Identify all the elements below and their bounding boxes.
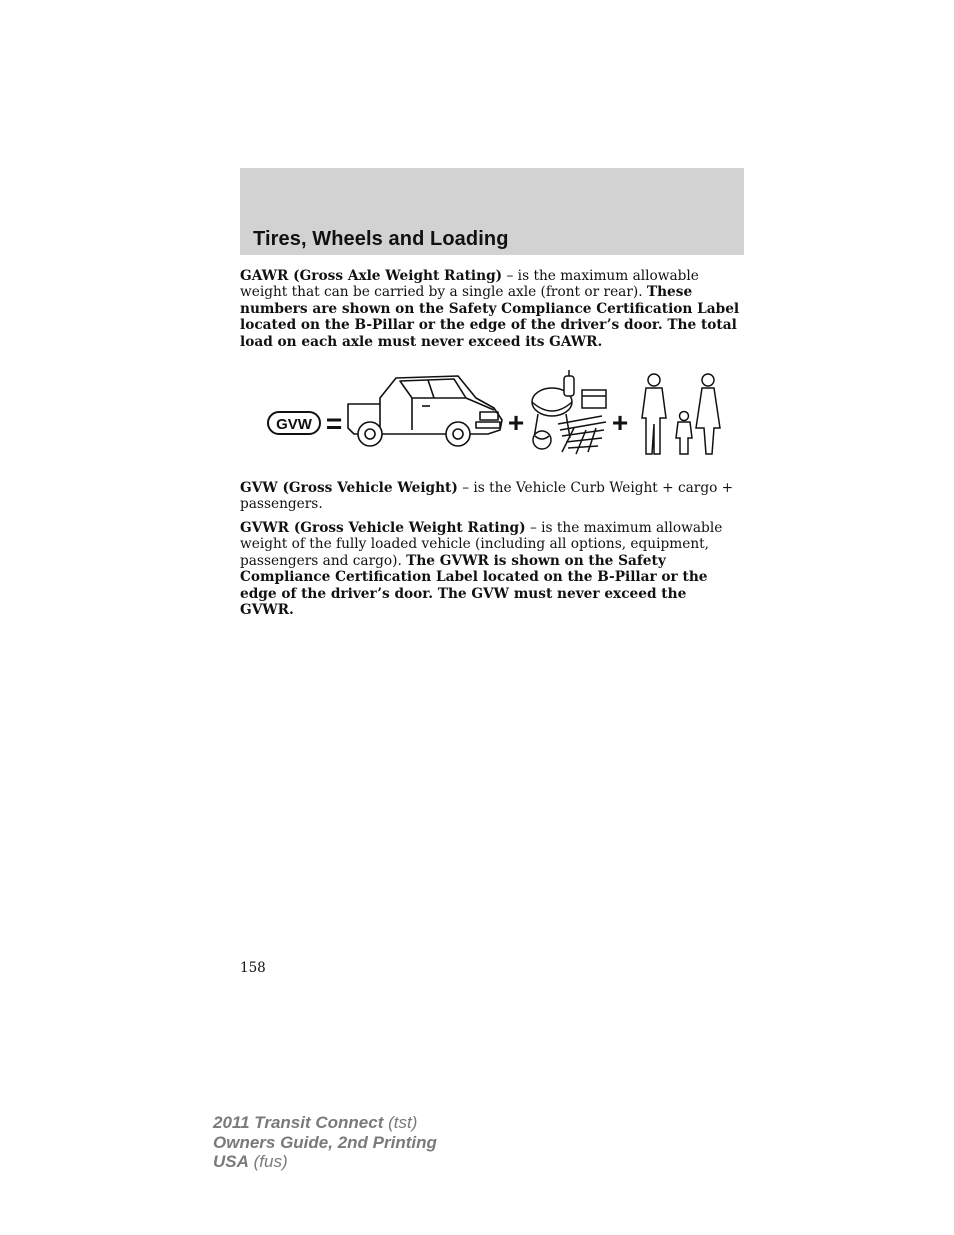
gawr-bold-text: These numbers are shown on the Safety Compliance Certification Label located on the B-Pillar or the edge of the driver’s door. The total load on each axle must never exceed its GAWR.: [240, 284, 740, 350]
footer-region: USA: [213, 1152, 249, 1171]
gvwr-text: – is the maximum allowable weight of the fully loaded vehicle (including all options, equipment, passengers and cargo).: [240, 520, 723, 569]
plus-sign-2: +: [611, 407, 629, 438]
passengers-icon: [642, 374, 720, 454]
section-title: Tires, Wheels and Loading: [253, 228, 509, 250]
gvw-badge: [268, 412, 320, 434]
footer-edition: Owners Guide, 2nd Printing: [213, 1132, 437, 1152]
page-number: 158: [240, 960, 266, 976]
gvwr-term: GVWR (Gross Vehicle Weight Rating): [240, 520, 526, 536]
gvw-badge-label: GVW: [276, 416, 312, 433]
plus-sign-1: +: [507, 407, 525, 438]
gawr-text: – is the maximum allowable weight that can be carried by a single axle (front or rear).: [240, 268, 699, 301]
gvw-text: – is the Vehicle Curb Weight + cargo + passengers.: [240, 480, 734, 513]
document-footer: [213, 1113, 437, 1172]
footer-region-code: (fus): [248, 1152, 288, 1171]
gvwr-paragraph: [240, 520, 744, 618]
gvwr-bold-text: The GVWR is shown on the Safety Compliance Certification Label located on the B-Pillar or the edge of the driver’s door. The GVW must never exceed the GVWR.: [240, 552, 708, 619]
gawr-term: GAWR (Gross Axle Weight Rating): [240, 268, 503, 284]
gvw-paragraph: [240, 480, 744, 513]
gvw-illustration: [262, 368, 722, 460]
footer-model-code: (tst): [383, 1113, 418, 1132]
equals-sign: =: [325, 408, 343, 439]
gvw-term: GVW (Gross Vehicle Weight): [240, 480, 458, 496]
section-header-band: [240, 168, 744, 255]
footer-model: 2011 Transit Connect: [213, 1113, 384, 1132]
cargo-icon: [532, 370, 606, 454]
pickup-truck-icon: [348, 376, 502, 446]
gawr-paragraph: [240, 268, 744, 350]
